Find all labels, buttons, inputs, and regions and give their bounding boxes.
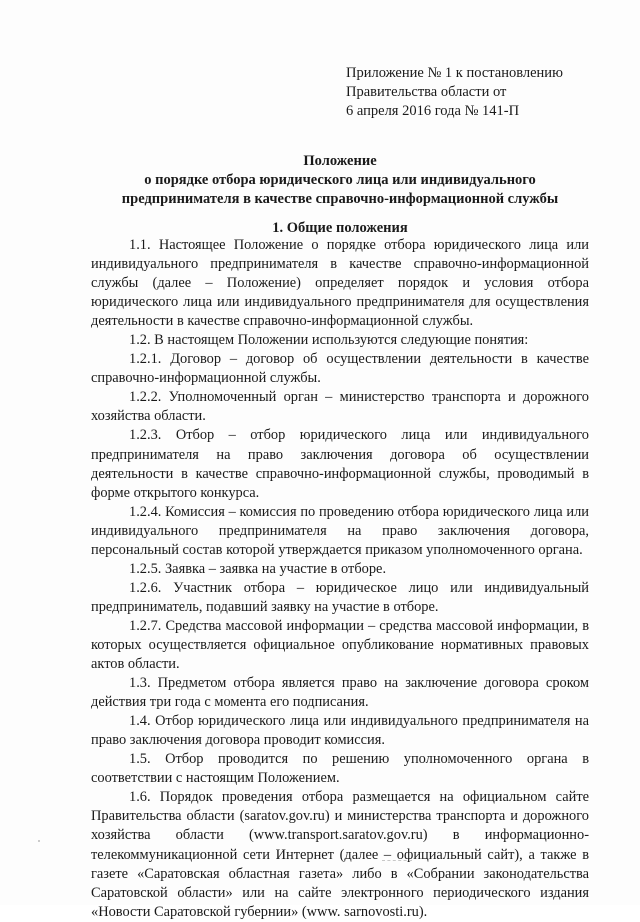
approval-stamp [346,64,596,121]
title-line-1: Положение [303,153,377,169]
section-heading: 1. Общие положения [272,220,408,236]
approval-line-2: Правительства области от [346,84,507,100]
paragraph: 1.3. Предметом отбора является право на заключение договора сроком действия три года с момента его подписания. [91,675,589,711]
approval-line-1: Приложение № 1 к постановлению [346,65,563,81]
paragraph: 1.2.2. Уполномоченный орган – министерство транспорта и дорожного хозяйства области. [91,389,589,425]
paragraph: 1.2.1. Договор – договор об осуществлении деятельности в качестве справочно-информационной службы. [91,351,589,387]
paragraph: 1.2.6. Участник отбора – юридическое лицо или индивидуальный предприниматель, подавший заявку на участие в отборе. [91,579,589,615]
paragraph: 1.2.3. Отбор – отбор юридического лица или индивидуального предпринимателя на право заключения договора об осуществлении деятельности в качестве справочно-информационной службы, проводимый в форме открытого конкурса. [91,427,589,501]
paragraph: 1.2.5. Заявка – заявка на участие в отборе. [129,560,387,577]
paragraph: 1.1. Настоящее Положение о порядке отбора юридического лица или индивидуального предпринимателя в качестве справочно-информационной службы (далее – Положение) определяет порядок и условия отбора юридического лица или индивидуального предпринимателя для осуществления деятельности в качестве справочно-информационной службы. [91,237,589,330]
title-line-2: о порядке отбора юридического лица или индивидуального [144,172,536,188]
approval-line-3: 6 апреля 2016 года № 141-П [346,103,520,119]
paragraph: 1.4. Отбор юридического лица или индивидуального предпринимателя на право заключения договора проводит комиссия. [91,713,589,749]
paragraph: 1.2.7. Средства массовой информации – средства массовой информации, в которых осуществляется официальное опубликование нормативных правовых актов области. [91,617,589,673]
document-body [91,236,589,922]
paragraph: 1.2.4. Комиссия – комиссия по проведению отбора юридического лица или индивидуального предпринимателя на право заключения договора, персональный состав которой утверждается приказом уполномоченного органа. [91,503,589,558]
paragraph: 1.5. Отбор проводится по решению уполномоченного органа в соответствии с настоящим Положением. [91,751,589,787]
paragraph: 1.6. Порядок проведения отбора размещается на официальном сайте Правительства области (saratov.gov.ru) и министерства транспорта и дорожного хозяйства области (www.transport.saratov.gov.ru) в информационно-телекоммуникационной сети Интернет (далее – официальный сайт), а также в газете «Саратовская областная газета» либо в «Собрании законодательства Саратовской области» или на сайте электронного периодического издания «Новости Саратовской губернии» (www. sarnovosti.ru). [91,789,589,920]
paragraph: 1.2. В настоящем Положении используются следующие понятия: [129,332,529,349]
document-title [80,152,600,209]
scan-speck [38,840,40,842]
scan-artifact [382,860,412,863]
title-line-3: предпринимателя в качестве справочно-информационной службы [121,191,559,207]
